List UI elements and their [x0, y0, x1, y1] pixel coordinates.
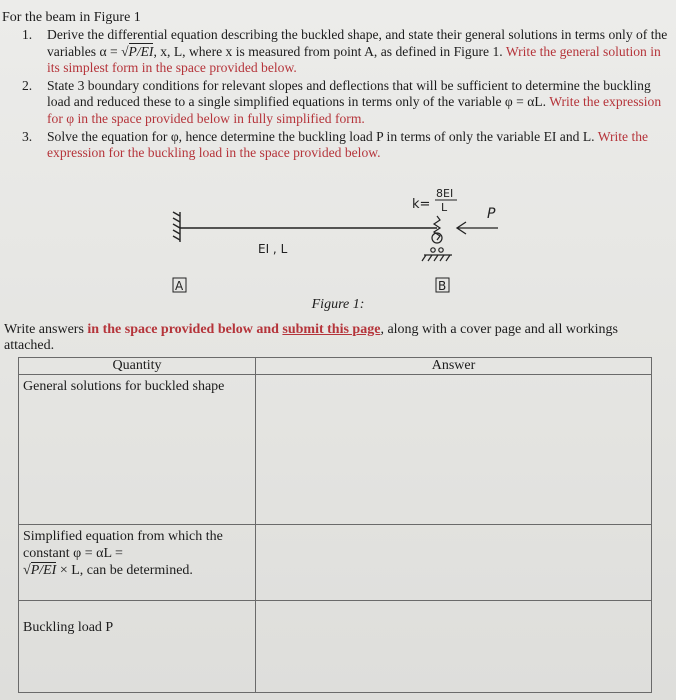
- quantity-general-solutions: General solutions for buckled shape: [19, 375, 256, 525]
- question-3: [22, 129, 672, 162]
- intro-text: For the beam in Figure 1: [2, 10, 141, 25]
- spring-numerator: 8EI: [436, 187, 454, 200]
- sqrt-expression: P/EI: [30, 563, 57, 578]
- fixed-support-icon: [173, 212, 180, 242]
- instruction-bold: in the space provided below and: [87, 322, 283, 337]
- header-quantity: Quantity: [19, 358, 256, 375]
- quantity-buckling-load: Buckling load P: [19, 601, 256, 693]
- answer-box-general-solutions[interactable]: [256, 375, 652, 525]
- table-row: [19, 375, 652, 525]
- question-list: [22, 27, 672, 163]
- row2-text: Simplified equation from which the constant φ = αL =: [23, 529, 223, 561]
- question-instruction: Write the expression for the buckling load in the space provided below.: [47, 128, 649, 161]
- question-number: 2.: [22, 77, 33, 93]
- submission-instruction: [4, 322, 668, 354]
- spring-denominator: L: [441, 201, 448, 214]
- question-instruction: Write the general solution in its simplest form in the space provided below.: [47, 43, 661, 76]
- table-header-row: [19, 358, 652, 375]
- instruction-underlined: submit this page: [282, 322, 381, 337]
- question-text: Solve the equation for φ, hence determine the buckling load P in terms of only the variable EI and L.: [47, 128, 598, 144]
- beam-label: EI , L: [258, 242, 288, 256]
- figure-caption: Figure 1:: [311, 297, 365, 312]
- table-row: [19, 601, 652, 693]
- question-text: Derive the differential equation describing the buckled shape, and state their general solutions in terms only of the variables α =: [47, 27, 668, 59]
- instruction-pre: Write answers: [4, 322, 88, 337]
- question-instruction: Write the expression for φ in the space provided below in fully simplified form.: [47, 94, 662, 126]
- row2-text-cont: × L, can be determined.: [56, 563, 193, 578]
- header-answer: Answer: [256, 358, 652, 375]
- question-1: 1. Derive the differential equation describing the buckled shape, and state their general solutions in terms only of the variables α = √P/EI, x, L, where x is measured from point A, as defined in Figure 1. Write the general solution in its simplest form in the space provided below.: [22, 27, 668, 76]
- question-2: [22, 78, 672, 128]
- instruction-post: , along with a cover page and all workings attached.: [4, 322, 618, 353]
- load-arrow-icon: [457, 222, 498, 234]
- answer-box-simplified-equation[interactable]: [256, 525, 652, 601]
- table-row: [19, 525, 652, 601]
- spring-support-icon: [422, 216, 452, 261]
- point-a-label: A: [175, 279, 184, 293]
- question-text-cont: , x, L, where x is measured from point A, as defined in Figure 1.: [153, 43, 506, 59]
- spring-label: k=: [412, 197, 431, 212]
- question-number: 1.: [22, 27, 33, 42]
- answer-box-buckling-load[interactable]: [256, 601, 652, 693]
- question-number: 3.: [22, 128, 33, 144]
- answer-table: [18, 357, 652, 693]
- point-b-label: B: [438, 279, 447, 293]
- quantity-simplified-equation: Simplified equation from which the constant φ = αL = √P/EI × L, can be determined.: [19, 525, 256, 601]
- question-text: State 3 boundary conditions for relevant slopes and deflections that will be sufficient to determine the buckling load and reduced these to a single simplified equations in terms only of the variable φ = αL.: [47, 77, 651, 110]
- sqrt-expression: P/EI: [128, 43, 154, 59]
- load-label: P: [487, 206, 496, 222]
